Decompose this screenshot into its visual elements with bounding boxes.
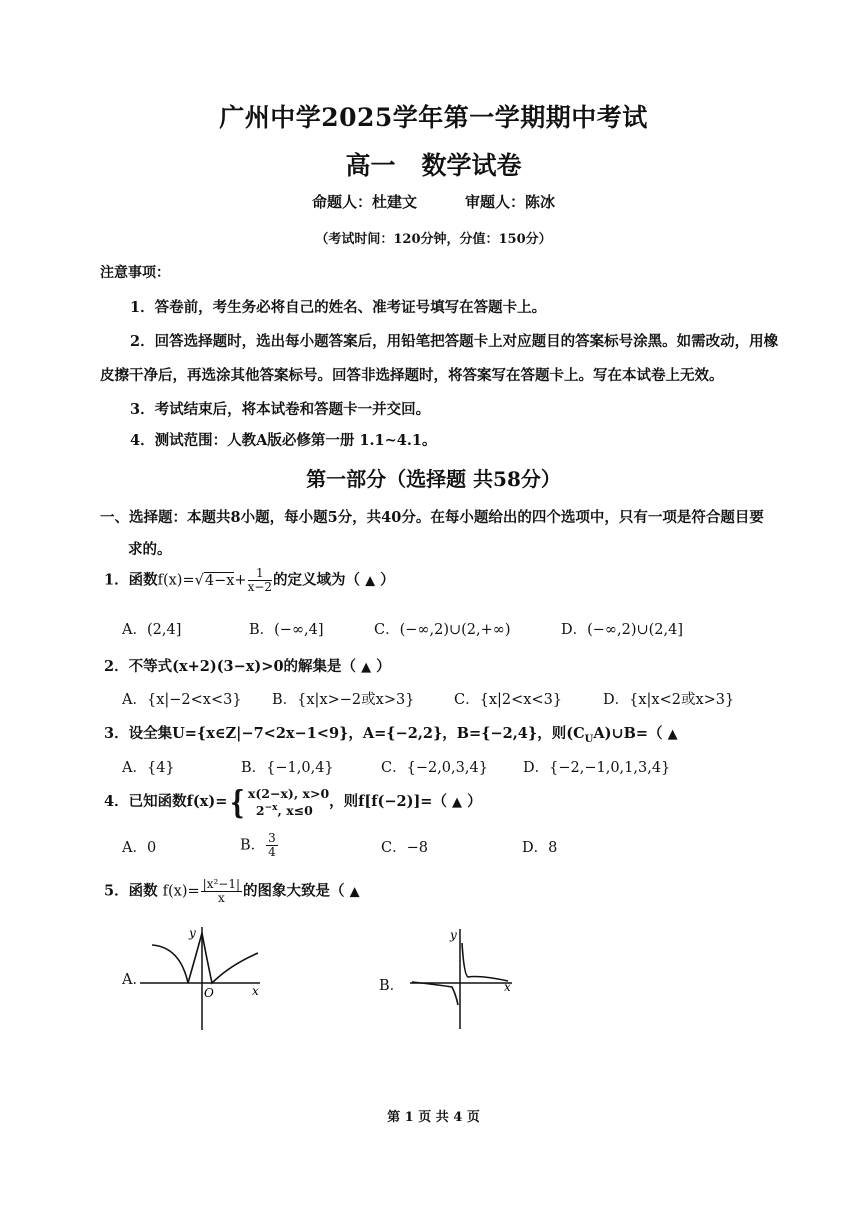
q1-option-d: D．(−∞,2)∪(2,4] [561, 622, 684, 638]
note-item: 2．回答选择题时，选出每小题答案后，用铅笔把答题卡上对应题目的答案标号涂黑。如需改动，用橡 [130, 333, 779, 350]
q3-option-b: B．{−1,0,4} [241, 760, 334, 776]
question-1: 1．函数f(x)=√4−x+ $\frac{1}{x-2}$ 的定义域为（ ▲ ） [104, 566, 395, 594]
piecewise-case-1: x(2−x), x>0 [247, 786, 330, 801]
q3-option-c: C．{−2,0,3,4} [381, 760, 488, 776]
graph-b-label: B． [379, 978, 405, 994]
q3-option-a: A．{4} [122, 760, 175, 776]
q4-option-d: D．8 [522, 840, 558, 856]
option-label: B． [240, 837, 266, 854]
axis-y-label: y [450, 928, 457, 942]
question-text: 2．不等式(x+2)(3−x)>0的解集是（ [104, 658, 357, 675]
q1-option-c: C．(−∞,2)∪(2,+∞) [374, 622, 511, 638]
q2-option-b: B．{x|x>−2或x>3} [272, 692, 415, 708]
question-3 [104, 722, 678, 745]
question-text: 5．函数 [104, 882, 158, 900]
axis-x-label: x [504, 980, 511, 994]
curve-left [412, 982, 458, 1005]
case-base: 2 [255, 803, 265, 819]
graph-b [400, 925, 520, 1035]
subscript: U [584, 733, 594, 745]
answer-mark: ▲ [452, 795, 463, 811]
q4-option-b [240, 832, 279, 859]
axis-y-label: y [189, 926, 196, 940]
reviewer-name: 审题人：陈冰 [465, 193, 556, 211]
question-2 [104, 655, 391, 676]
answer-mark: ▲ [361, 660, 372, 675]
fraction-denominator: x−2 [247, 580, 273, 594]
notes-heading: 注意事项： [100, 265, 170, 281]
piecewise-case-2 [248, 801, 329, 818]
question-text-tail: 的图象大致是（ [243, 882, 345, 900]
q2-option-d: D．{x|x<2或x>3} [603, 692, 735, 708]
page-footer: 第 1 页 共 4 页 [387, 1110, 480, 1125]
piecewise-function: { x(2−x), x>0 $2^{-x}$, x≤0 [230, 782, 330, 821]
curve-right [462, 943, 508, 981]
question-4 [104, 782, 482, 821]
curve-left [152, 933, 202, 983]
closing-paren: ） [467, 793, 482, 811]
function-expr: f(x)= [162, 883, 200, 900]
time-info: （考试时间：120分钟，分值：150分） [315, 232, 552, 247]
q1-option-b: B．(−∞,4] [249, 622, 324, 638]
question-text: 3．设全集U={x∈Z|−7<2x−1<9}，A={−2,2}，B={−2,4}，则(C [104, 725, 585, 742]
part-instruction-cont: 求的。 [128, 541, 172, 558]
case-exponent: −x [264, 803, 278, 813]
question-text-tail: ，则f[f(−2)]=（ [329, 793, 447, 811]
fraction-numerator: |x²−1| [202, 877, 241, 891]
question-number: 1． [104, 571, 129, 589]
question-text: 4．已知函数f(x)= [104, 793, 228, 811]
curve-right [202, 933, 258, 983]
answer-mark: ▲ [667, 727, 678, 742]
question-5 [104, 878, 360, 905]
origin-label: O [204, 986, 214, 1000]
fraction [248, 567, 272, 594]
closing-paren: ） [376, 658, 391, 675]
graph-a [140, 925, 270, 1035]
case-condition: , x≤0 [277, 803, 313, 819]
q2-option-a: A．{x|−2<x<3} [122, 692, 242, 708]
q4-option-c: C．−8 [381, 840, 428, 856]
function-expr: f(x)= [157, 572, 195, 589]
subject-label: 数学试卷 [421, 151, 522, 180]
fraction [201, 878, 242, 905]
note-item: 3．考试结束后，将本试卷和答题卡一并交回。 [130, 401, 431, 418]
grade-label: 高一 [345, 151, 396, 180]
fraction-denominator: 4 [268, 845, 276, 859]
section-title: 第一部分（选择题 共58分） [306, 467, 561, 491]
part-instruction: 一、选择题：本题共8小题，每小题5分，共40分。在每小题给出的四个选项中，只有一项是符合题目要 [100, 509, 764, 526]
answer-mark: ▲ [365, 573, 376, 589]
fraction-denominator: x [217, 891, 225, 905]
answer-mark: ▲ [349, 884, 360, 900]
q4-option-a: A．0 [122, 840, 157, 856]
fraction-numerator: 3 [268, 831, 276, 845]
fraction-numerator: 1 [248, 567, 272, 581]
note-item: 皮擦干净后，再选涂其他答案标号。回答非选择题时，将答案写在答题卡上。写在本试卷上无效。 [100, 367, 724, 384]
exam-title: 广州中学2025学年第一学期期中考试 [219, 103, 648, 132]
setter-name: 命题人：杜建文 [311, 193, 417, 211]
fraction [266, 832, 278, 859]
q1-option-a: A．(2,4] [122, 622, 182, 638]
q3-option-d: D．{−2,−1,0,1,3,4} [523, 760, 671, 776]
q2-option-c: C．{x|2<x<3} [454, 692, 563, 708]
graph-a-label: A． [122, 972, 147, 988]
question-text-tail: A)∪B=（ [593, 725, 663, 742]
note-item: 4．测试范围：人教A版必修第一册 1.1~4.1。 [130, 432, 437, 449]
sqrt-expr: 4−x [204, 572, 235, 589]
axis-x-label: x [252, 984, 259, 998]
plus-sign: + [234, 572, 247, 589]
question-text: 函数 [128, 571, 158, 589]
question-text-tail: 的定义域为（ [273, 571, 361, 589]
exam-subtitle [0, 146, 867, 182]
authors-line [0, 191, 867, 212]
closing-paren: ） [380, 571, 395, 589]
note-item: 1．答卷前，考生务必将自己的姓名、准考证号填写在答题卡上。 [130, 299, 547, 316]
